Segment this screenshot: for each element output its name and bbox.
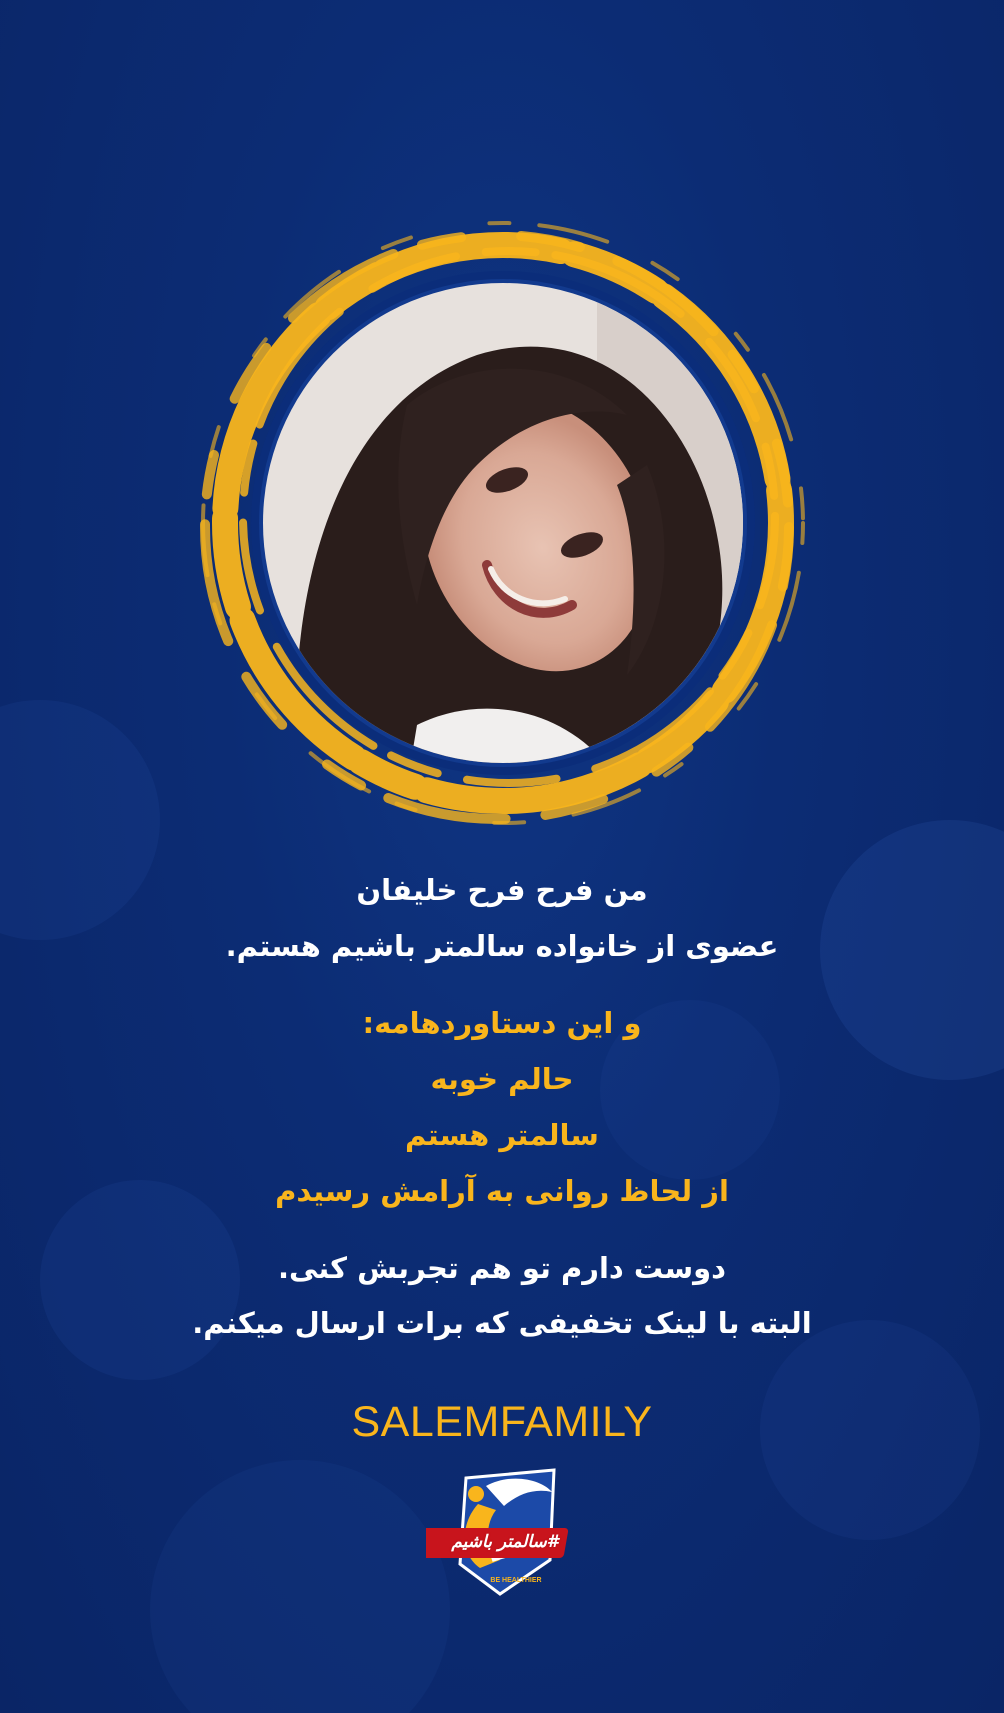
- intro-name-line: من فرح فرح خلیفان: [356, 873, 648, 907]
- invite-line: دوست دارم تو هم تجربش کنی.: [277, 1251, 727, 1285]
- achievement-item: سالمتر هستم: [405, 1118, 599, 1152]
- logo-hashtag: #سالمتر باشیم: [451, 1532, 559, 1552]
- achievement-item: حالم خوبه: [430, 1062, 574, 1096]
- bokeh-light: [150, 1460, 450, 1713]
- brand-logo: [426, 1464, 584, 1600]
- achievement-item: از لحاظ روانی به آرامش رسیدم: [275, 1174, 729, 1208]
- profile-photo-frame: [177, 205, 827, 835]
- intro-family-line: عضوی از خانواده سالمتر باشیم هستم.: [225, 929, 779, 963]
- svg-text:BE HEALTHIER: BE HEALTHIER: [490, 1577, 542, 1584]
- achievements-heading: و این دستاوردهامه:: [362, 1006, 642, 1040]
- discount-code: SALEMFAMILY: [351, 1398, 653, 1446]
- invite-discount-line: البته با لینک تخفیفی که برات ارسال میکنم.: [192, 1306, 812, 1340]
